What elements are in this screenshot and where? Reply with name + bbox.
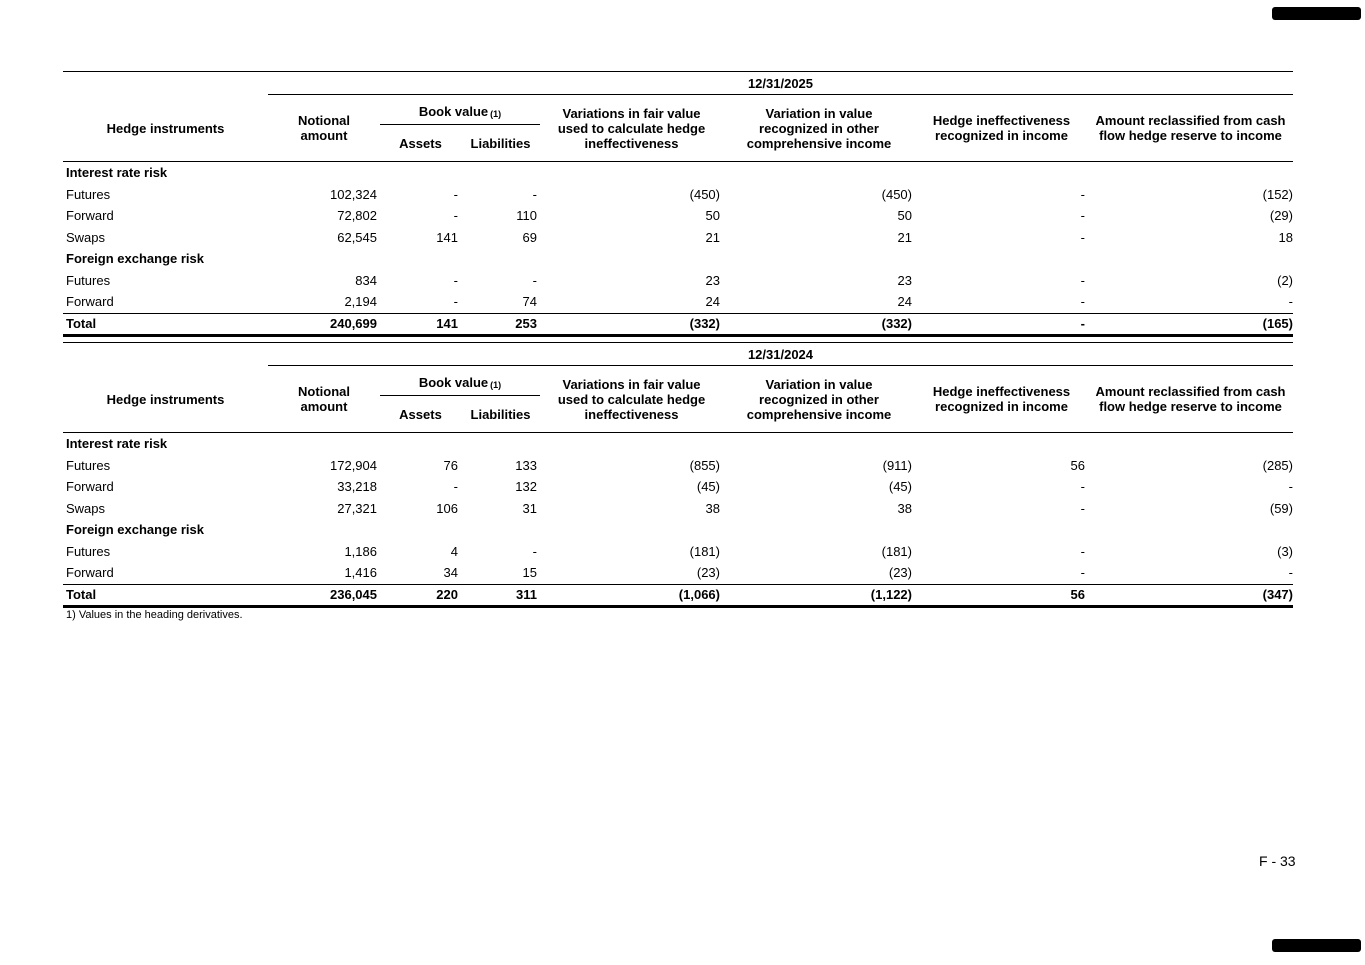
value-cell: 4 [450,543,458,559]
book-value-subheaders [380,125,540,161]
section-row [63,519,1293,541]
value-cell: 102,324 [330,186,377,202]
date-label: 12/31/2025 [747,75,814,91]
row-label: Futures [66,186,111,202]
data-row [63,455,1293,477]
value-cell: (29) [1269,208,1293,224]
value-cell: 38 [705,500,720,516]
value-cell: 110 [516,208,537,224]
col-header-amount-reclassified: Amount reclassified from cash flow hedge reserve to income [1095,113,1286,143]
row-label: Swaps [66,500,106,516]
book-value-footnote-ref: (1) [490,109,502,119]
value-cell: 50 [897,208,912,224]
value-cell: - [1080,186,1085,202]
value-cell: - [1288,479,1293,495]
value-cell: - [1080,294,1085,310]
total-row [63,584,1293,608]
col-header-variations-fair-value: Variations in fair value used to calculate hedge ineffectiveness [557,105,706,151]
value-cell: (152) [1262,186,1293,202]
value-cell: (45) [696,479,720,495]
col-header-liabilities: Liabilities [470,406,531,422]
col-header-variation-oci: Variation in value recognized in other comprehensive income [746,376,892,422]
value-cell: 141 [436,316,458,331]
value-cell: (45) [888,479,912,495]
table-body [63,162,1293,337]
section-row [63,248,1293,270]
value-cell: (911) [882,457,912,473]
section-label: Foreign exchange risk [66,251,204,267]
data-row [63,541,1293,563]
section-label: Interest rate risk [66,436,168,452]
value-cell: 15 [522,565,537,581]
row-label: Futures [66,457,111,473]
col-header-variation-oci: Variation in value recognized in other comprehensive income [746,105,892,151]
value-cell: - [453,479,458,495]
date-row [63,72,1293,95]
value-cell: 253 [515,316,537,331]
value-cell: - [1080,316,1085,331]
value-cell: 23 [705,272,720,288]
table-body [63,433,1293,608]
value-cell: - [453,272,458,288]
value-cell: 72,802 [337,208,377,224]
col-header-assets: Assets [399,135,442,151]
section-label: Interest rate risk [66,165,168,181]
col-header-hedge-ineffectiveness: Hedge ineffectiveness recognized in income [932,384,1071,414]
row-label: Total [66,587,97,602]
value-cell: (332) [689,316,720,331]
date-label: 12/31/2024 [747,346,814,362]
value-cell: - [1080,565,1085,581]
value-cell: - [1288,294,1293,310]
hedge-instruments-table [63,71,1293,337]
value-cell: (450) [689,186,720,202]
value-cell: 24 [705,294,720,310]
value-cell: (1,122) [870,587,912,602]
value-cell: 2,194 [344,294,377,310]
value-cell: - [532,272,537,288]
value-cell: 141 [436,229,458,245]
value-cell: (347) [1262,587,1293,602]
row-label: Futures [66,543,111,559]
value-cell: 33,218 [337,479,377,495]
data-row [63,270,1293,292]
value-cell: 1,416 [344,565,377,581]
col-header-notional-amount: Notional amount [298,113,350,143]
value-cell: (59) [1269,500,1293,516]
value-cell: (332) [881,316,912,331]
value-cell: (3) [1277,543,1293,559]
value-cell: 21 [705,229,720,245]
date-span [268,72,1293,95]
redaction-bar-bottom [1272,939,1361,952]
value-cell: - [453,208,458,224]
header-row [63,95,1293,162]
value-cell: 69 [522,229,537,245]
value-cell: 31 [522,500,537,516]
value-cell: 23 [897,272,912,288]
value-cell: - [1080,500,1085,516]
data-row [63,205,1293,227]
data-row [63,227,1293,249]
value-cell: 74 [522,294,537,310]
footnote: 1) Values in the heading derivatives. [66,609,243,621]
value-cell: 34 [443,565,458,581]
book-value-group [380,366,540,432]
col-header-amount-reclassified: Amount reclassified from cash flow hedge reserve to income [1095,384,1286,414]
value-cell: 172,904 [330,457,377,473]
section-label: Foreign exchange risk [66,522,204,538]
value-cell: (450) [881,186,912,202]
value-cell: - [453,186,458,202]
value-cell: (855) [689,457,720,473]
value-cell: 240,699 [330,316,377,331]
value-cell: 50 [705,208,720,224]
value-cell: 220 [436,587,458,602]
col-header-book-value [380,366,540,396]
data-row [63,562,1293,584]
value-cell: 236,045 [330,587,377,602]
section-row [63,433,1293,455]
row-label: Forward [66,565,114,581]
value-cell: (23) [888,565,912,581]
value-cell: 21 [897,229,912,245]
book-value-label: Book value [418,375,489,390]
row-label: Forward [66,294,114,310]
book-value-subheaders [380,396,540,432]
value-cell: 18 [1278,229,1293,245]
redaction-bar-top [1272,7,1361,20]
value-cell: 1,186 [344,543,377,559]
date-span [268,343,1293,366]
value-cell: 38 [897,500,912,516]
value-cell: 834 [355,272,377,288]
value-cell: - [1288,565,1293,581]
data-row [63,498,1293,520]
col-header-hedge-instruments: Hedge instruments [106,391,225,407]
date-row-spacer [63,72,268,95]
value-cell: (1,066) [678,587,720,602]
value-cell: 27,321 [337,500,377,516]
value-cell: - [1080,272,1085,288]
row-label: Total [66,316,97,331]
col-header-assets: Assets [399,406,442,422]
value-cell: - [1080,229,1085,245]
col-header-liabilities: Liabilities [470,135,531,151]
value-cell: 76 [443,457,458,473]
book-value-footnote-ref: (1) [490,380,502,390]
value-cell: 56 [1070,587,1085,602]
data-row [63,476,1293,498]
col-header-notional-amount: Notional amount [298,384,350,414]
header-row [63,366,1293,433]
value-cell: - [453,294,458,310]
value-cell: (23) [696,565,720,581]
book-value-label: Book value [418,104,489,119]
value-cell: (181) [881,543,912,559]
value-cell: 311 [516,587,537,602]
section-row [63,162,1293,184]
value-cell: - [532,543,537,559]
col-header-hedge-instruments: Hedge instruments [106,120,225,136]
col-header-hedge-ineffectiveness: Hedge ineffectiveness recognized in income [932,113,1071,143]
row-label: Futures [66,272,111,288]
col-header-variations-fair-value: Variations in fair value used to calculate hedge ineffectiveness [557,376,706,422]
value-cell: (181) [689,543,720,559]
value-cell: 133 [515,457,537,473]
row-label: Forward [66,208,114,224]
date-row-spacer [63,343,268,366]
page-number: F - 33 [1259,853,1296,869]
value-cell: (165) [1262,316,1293,331]
data-row [63,291,1293,313]
value-cell: 106 [436,500,458,516]
value-cell: - [532,186,537,202]
value-cell: 62,545 [337,229,377,245]
col-header-book-value [380,95,540,125]
value-cell: 132 [515,479,537,495]
hedge-instruments-table [63,342,1293,608]
date-row [63,343,1293,366]
value-cell: - [1080,479,1085,495]
value-cell: (2) [1277,272,1293,288]
value-cell: 56 [1070,457,1085,473]
value-cell: - [1080,543,1085,559]
value-cell: (285) [1262,457,1293,473]
total-row [63,313,1293,337]
value-cell: - [1080,208,1085,224]
data-row [63,184,1293,206]
value-cell: 24 [897,294,912,310]
row-label: Swaps [66,229,106,245]
row-label: Forward [66,479,114,495]
book-value-group [380,95,540,161]
